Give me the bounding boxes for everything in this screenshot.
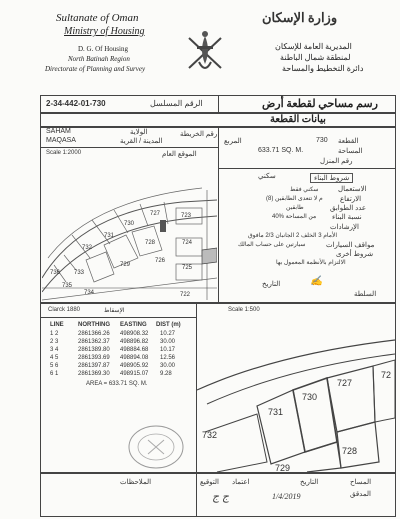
setbacks-text: الأمام 3 الخلف 2 الجانبان 2/3 مافوق xyxy=(248,233,338,239)
loc-plot-727: 727 xyxy=(150,211,161,217)
plot-730: 730 xyxy=(302,392,318,402)
loc-plot-734: 734 xyxy=(84,290,95,296)
plot-72: 72 xyxy=(381,370,392,380)
row5-line: 5 6 xyxy=(50,363,59,369)
row1-easting: 498908.32 xyxy=(120,331,149,337)
general-location-map xyxy=(42,160,217,302)
use-note: سكني فقط xyxy=(290,187,319,193)
area-line: AREA = 633.71 SQ. M. xyxy=(86,381,148,387)
surveyor-label: المساح xyxy=(350,479,372,486)
loc-plot-725: 725 xyxy=(182,265,193,271)
map-no-label: رقم الخريطة xyxy=(180,131,218,138)
loc-plot-723: 723 xyxy=(181,213,192,219)
row2-easting: 498896.82 xyxy=(120,339,149,345)
parking-label: مواقف السيارات xyxy=(326,242,375,249)
projection-label: الإسقاط xyxy=(104,308,125,314)
row3-line: 3 4 xyxy=(50,347,59,353)
row4-line: 4 5 xyxy=(50,355,59,361)
scale-2000: Scale 1:2000 xyxy=(46,150,82,156)
plot-label: القطعة xyxy=(338,138,359,145)
detail-plot-map xyxy=(197,312,395,472)
row5-northing: 2861397.87 xyxy=(78,363,110,369)
general-location-label: الموقع العام xyxy=(162,151,197,158)
row1-line: 1 2 xyxy=(50,331,59,337)
row1-dist: 10.27 xyxy=(160,331,176,337)
header-region: North Batinah Region xyxy=(68,55,130,63)
header-sultanate: Sultanate of Oman xyxy=(56,12,139,24)
document-title: رسم مساحي لقطعة أرض xyxy=(262,98,378,110)
loc-plot-731: 731 xyxy=(104,233,115,239)
handwritten-signature: ﺝ ﺝ xyxy=(212,491,229,503)
header-dg: D. G. Of Housing xyxy=(78,45,128,53)
use-value: سكني xyxy=(258,173,276,180)
approved-label: اعتماد xyxy=(232,479,250,486)
col-line: LINE xyxy=(50,322,64,328)
row3-northing: 2861389.80 xyxy=(78,347,110,353)
plot-data-title: بيانات القطعة xyxy=(270,114,326,125)
ratio-value: 40% من المساحة xyxy=(272,214,317,220)
header-dg-arabic: المديرية العامة للإسكان xyxy=(275,42,352,51)
use-label: الاستعمال xyxy=(338,186,367,193)
col-easting: EASTING xyxy=(120,322,147,328)
plot-729: 729 xyxy=(275,463,291,473)
row1-northing: 2861366.26 xyxy=(78,331,110,337)
clarck-label: Clarck 1880 xyxy=(48,307,81,313)
floors-label: عدد الطوابق xyxy=(330,205,367,212)
row2-northing: 2861362.37 xyxy=(78,339,110,345)
plot-area: 633.71 SQ. M. xyxy=(258,147,304,154)
col-northing: NORTHING xyxy=(78,322,110,328)
serial-number: 2-34-442-01-730 xyxy=(46,99,106,108)
row4-easting: 498894.08 xyxy=(120,355,149,361)
plot-727: 727 xyxy=(337,378,353,388)
date-label: التاريخ xyxy=(262,281,281,288)
guidance-label: الإرشادات xyxy=(330,224,359,231)
floors-value: طابقين xyxy=(286,205,304,211)
loc-plot-735: 735 xyxy=(62,283,73,289)
wilayat-value: SAHAM xyxy=(46,128,71,135)
block-label: المربع xyxy=(224,138,242,145)
area-label: المساحة xyxy=(338,148,363,155)
loc-plot-722: 722 xyxy=(180,292,191,298)
col-dist: DIST (m) xyxy=(156,322,181,328)
other-conditions-label: شروط أخرى xyxy=(336,251,374,258)
loc-plot-736: 736 xyxy=(50,270,61,276)
row2-dist: 30.00 xyxy=(160,339,176,345)
town-value: MAQASA xyxy=(46,137,76,144)
town-label: المدينة / القرية xyxy=(120,138,163,145)
header-directorate: Directorate of Planning and Survey xyxy=(45,65,146,73)
scale-500: Scale 1:500 xyxy=(228,307,260,313)
notes-label: الملاحظات xyxy=(120,479,152,486)
row5-easting: 498905.92 xyxy=(120,363,149,369)
loc-plot-730: 730 xyxy=(124,221,135,227)
height-label: الارتفاع xyxy=(340,196,362,203)
loc-plot-732: 732 xyxy=(82,245,93,251)
header-region-arabic: لمنطقة شمال الباطنة xyxy=(280,53,351,62)
row2-line: 2 3 xyxy=(50,339,59,345)
row6-line: 6 1 xyxy=(50,371,59,377)
oman-emblem-icon xyxy=(183,28,227,78)
row4-northing: 2861393.69 xyxy=(78,355,110,361)
signature-date: 1/4/2019 xyxy=(272,492,301,501)
plot-number: 730 xyxy=(316,137,328,144)
row4-dist: 12.56 xyxy=(160,355,176,361)
loc-plot-724: 724 xyxy=(182,240,193,246)
signature-label: التوقيع xyxy=(200,479,219,486)
row6-dist: 9.28 xyxy=(160,371,172,377)
other-conditions-value: الالتزام بالأنظمة المعمول بها xyxy=(276,260,346,266)
loc-plot-728: 728 xyxy=(145,240,156,246)
row3-easting: 498884.68 xyxy=(120,347,149,353)
ratio-label: نسبة البناء xyxy=(332,214,362,221)
header-ministry: Ministry of Housing xyxy=(64,26,145,37)
row5-dist: 30.00 xyxy=(160,363,176,369)
row6-easting: 498915.07 xyxy=(120,371,149,377)
loc-plot-733: 733 xyxy=(74,270,85,276)
date-footer-label: التاريخ xyxy=(300,479,319,486)
row3-dist: 10.17 xyxy=(160,347,176,353)
plot-732: 732 xyxy=(202,430,218,440)
plot-731: 731 xyxy=(268,407,284,417)
authority-label: السلطة xyxy=(354,291,377,298)
wilayat-label: الولاية xyxy=(130,129,148,136)
header-directorate-arabic: دائرة التخطيط والمساحة xyxy=(282,64,364,73)
checked-label: المدقق xyxy=(350,491,371,498)
loc-plot-729: 729 xyxy=(120,262,131,268)
header-ministry-arabic: وزارة الإسكان xyxy=(262,10,338,25)
authority-signature: ✍ xyxy=(310,276,323,287)
house-number-label: رقم المنزل xyxy=(320,158,353,165)
serial-label: الرقم المسلسل xyxy=(150,99,203,108)
official-stamp-icon xyxy=(126,422,186,472)
row6-northing: 2861369.30 xyxy=(78,371,110,377)
plot-data-header xyxy=(40,113,396,127)
height-value: (8) م لا تتعدى الطابقين xyxy=(266,196,323,202)
building-conditions-label: شروط البناء xyxy=(310,173,353,183)
parking-value: سيارتين على حساب المالك xyxy=(238,242,306,248)
loc-plot-726: 726 xyxy=(155,258,166,264)
plot-728: 728 xyxy=(342,446,358,456)
